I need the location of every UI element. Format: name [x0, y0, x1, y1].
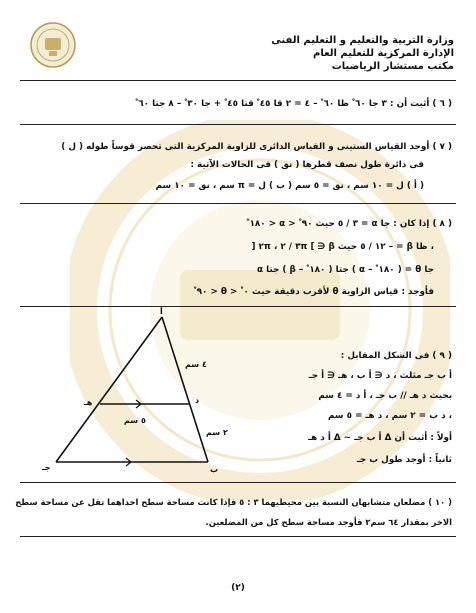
divider-q7	[20, 203, 456, 204]
question-8-line-3: جا θ = ( ١٨٠ ْ – α ) جتا ( ١٨٠ ْ – β ) جتا α	[256, 265, 434, 275]
ministry-line-2: الإدارة المركزية للتعليم العام	[313, 48, 454, 59]
question-10-line-2: الاخر بمقدار ٦٤ سم٢ فأوجد مساحة سطح كل من المضلعين.	[205, 517, 452, 527]
label-db-length: ٢ سم	[206, 428, 228, 437]
side-ac	[56, 317, 162, 462]
ministry-line-3: مكتب مستشار الرياضيات	[331, 61, 454, 72]
triangle-figure	[40, 305, 245, 475]
question-10-line-1: ( ١٠ ) مضلعان متشابهان النسبة بين محيطيهما ٣ : ٥ فإذا كانت مساحة سطح احداهما تقل عن مساحة سطح	[15, 497, 452, 507]
question-9-line-4: ، د ب = ٢ سم ، د هـ = ٥ سم	[328, 411, 452, 421]
page-header	[0, 0, 476, 80]
question-8-line-1: ( ٨ ) إذا كان : جا α = ٣ / ٥ حيث ٩٠ ْ < α < ١٨٠ ْ	[246, 219, 452, 229]
question-7-line-2: فى دائرة طول نصف قطرها ( نق ) فى الحالات الآتية :	[190, 160, 424, 170]
page-number: (٢)	[231, 583, 245, 593]
vertex-c-label: جـ	[42, 463, 51, 472]
divider-q6	[20, 124, 456, 125]
ministry-line-1: وزارة التربية والتعليم و التعليم الفنى	[271, 35, 454, 46]
point-d-label: د	[195, 396, 200, 405]
question-9-line-6: ثانياً : أوجد طول ب جـ	[356, 455, 452, 465]
vertex-b-label: ب	[210, 465, 219, 474]
vertex-a-label: أ	[160, 307, 163, 316]
label-ad-length: ٤ سم	[185, 360, 207, 369]
question-8-line-2: ، ظا β = – ١٢ / ٥ حيث β ∈ ] ٣π / ٢ ، ٢π [	[251, 242, 434, 252]
question-8-line-4: فأوجد : قياس الزاوية θ لأقرب دقيقة حيث ٠ ْ < θ < ٩٠ ْ	[193, 287, 434, 297]
question-9-line-2: أ ب جـ مثلث ، د ∈ أ ب ، هـ ∈ أ جـ	[308, 371, 452, 381]
question-6: ( ٦ ) أثبت أن : ٣ جا ٦٠ ْ ظا ٦٠ ْ – ٤ = ٢ قا ٤٥ ْ قتا ٤٥ ْ + جا ٣٠ ْ – ٨ جتا ٦٠ ْ	[135, 99, 452, 109]
side-ab	[162, 317, 208, 462]
divider-q10	[20, 536, 456, 537]
question-7-line-1: ( ٧ ) أوجد القياس الستينى و القياس الدائرى للزاوية المركزية التى تحصر قوساً طوله ( ل )	[61, 142, 452, 152]
ministry-logo	[30, 22, 76, 68]
question-9-line-5: أولاً : أثبت أن Δ أ ب جـ ~ Δ أ د هـ	[308, 433, 452, 443]
ministry-title-block	[234, 34, 454, 73]
question-7-line-3: ( أ ) ل = ١٠ سم ، نق = ٥ سم ( ب ) ل = π سم ، نق = ١٠ سم	[155, 181, 424, 191]
header-divider	[20, 80, 456, 81]
question-9-line-1: ( ٩ ) فى الشكل المقابل :	[340, 351, 452, 361]
point-e-label: هـ	[84, 398, 93, 407]
label-de-length: ٥ سم	[124, 416, 146, 425]
divider-q9	[20, 482, 456, 483]
question-9-line-3: بحيث د هـ // ب جـ ، أ د = ٤ سم	[318, 391, 452, 401]
